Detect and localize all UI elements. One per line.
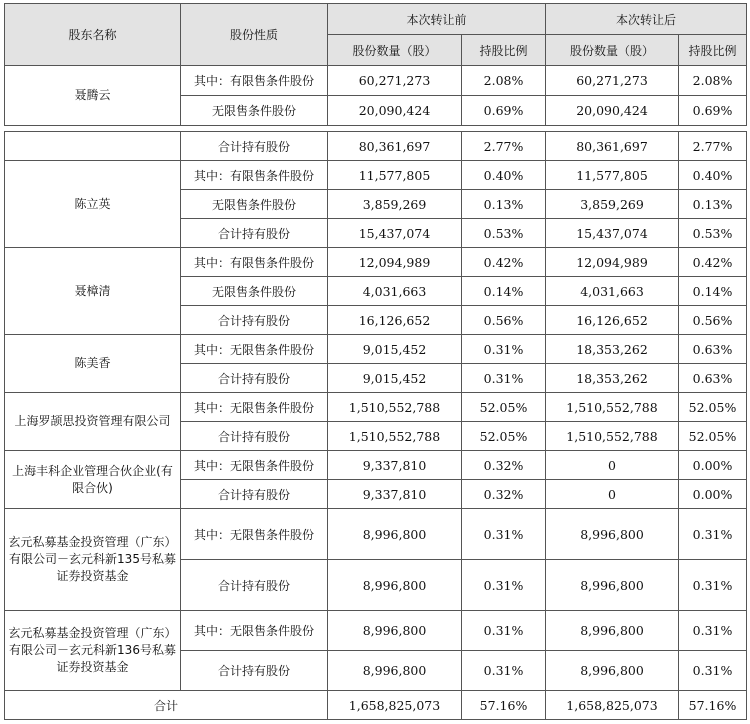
qty-after: 18,353,262 bbox=[546, 335, 679, 364]
shareholding-table-part1 bbox=[4, 3, 747, 126]
shareholder-name: 上海罗颉思投资管理有限公司 bbox=[5, 393, 181, 451]
table-row bbox=[5, 66, 747, 96]
share-nature: 无限售条件股份 bbox=[181, 190, 328, 219]
qty-after: 12,094,989 bbox=[546, 248, 679, 277]
ratio-after: 2.08% bbox=[679, 66, 747, 96]
ratio-after: 0.13% bbox=[679, 190, 747, 219]
ratio-after: 0.00% bbox=[679, 451, 747, 480]
table-row bbox=[5, 509, 747, 560]
ratio-before: 0.31% bbox=[462, 335, 546, 364]
share-nature: 合计持有股份 bbox=[181, 306, 328, 335]
ratio-before: 0.42% bbox=[462, 248, 546, 277]
qty-after: 0 bbox=[546, 451, 679, 480]
qty-before: 11,577,805 bbox=[328, 161, 462, 190]
qty-before: 9,337,810 bbox=[328, 451, 462, 480]
ratio-before: 0.40% bbox=[462, 161, 546, 190]
table-row bbox=[5, 451, 747, 480]
qty-before: 9,337,810 bbox=[328, 480, 462, 509]
qty-after: 8,996,800 bbox=[546, 509, 679, 560]
share-nature: 其中：有限售条件股份 bbox=[181, 248, 328, 277]
table-row bbox=[5, 248, 747, 277]
share-nature: 其中：无限售条件股份 bbox=[181, 451, 328, 480]
header-nature: 股份性质 bbox=[181, 4, 328, 66]
ratio-before: 0.32% bbox=[462, 451, 546, 480]
share-nature: 合计持有股份 bbox=[181, 219, 328, 248]
header-before: 本次转让前 bbox=[328, 4, 546, 35]
table-row bbox=[5, 611, 747, 651]
ratio-after: 0.31% bbox=[679, 651, 747, 691]
share-nature: 合计持有股份 bbox=[181, 560, 328, 611]
qty-after: 20,090,424 bbox=[546, 96, 679, 126]
ratio-before: 0.53% bbox=[462, 219, 546, 248]
share-nature: 其中：无限售条件股份 bbox=[181, 335, 328, 364]
ratio-after: 52.05% bbox=[679, 393, 747, 422]
qty-after: 4,031,663 bbox=[546, 277, 679, 306]
qty-after: 60,271,273 bbox=[546, 66, 679, 96]
ratio-before: 0.14% bbox=[462, 277, 546, 306]
share-nature: 合计持有股份 bbox=[181, 364, 328, 393]
ratio-before: 0.31% bbox=[462, 509, 546, 560]
shareholder-name: 玄元私募基金投资管理（广东）有限公司－玄元科新135号私募证券投资基金 bbox=[5, 509, 181, 611]
qty-before: 8,996,800 bbox=[328, 560, 462, 611]
shareholder-name: 玄元私募基金投资管理（广东）有限公司－玄元科新136号私募证券投资基金 bbox=[5, 611, 181, 691]
total-label: 合计 bbox=[5, 691, 328, 720]
qty-after: 16,126,652 bbox=[546, 306, 679, 335]
qty-after: 8,996,800 bbox=[546, 611, 679, 651]
ratio-after: 0.63% bbox=[679, 364, 747, 393]
ratio-before: 52.05% bbox=[462, 422, 546, 451]
ratio-before: 0.32% bbox=[462, 480, 546, 509]
share-nature: 其中：无限售条件股份 bbox=[181, 393, 328, 422]
qty-before: 9,015,452 bbox=[328, 335, 462, 364]
qty-after: 3,859,269 bbox=[546, 190, 679, 219]
ratio-after: 0.14% bbox=[679, 277, 747, 306]
qty-before: 8,996,800 bbox=[328, 509, 462, 560]
ratio-after: 0.63% bbox=[679, 335, 747, 364]
share-nature: 合计持有股份 bbox=[181, 651, 328, 691]
total-qty-before: 1,658,825,073 bbox=[328, 691, 462, 720]
ratio-after: 0.42% bbox=[679, 248, 747, 277]
shareholder-name: 陈美香 bbox=[5, 335, 181, 393]
share-nature: 其中：无限售条件股份 bbox=[181, 611, 328, 651]
qty-before: 3,859,269 bbox=[328, 190, 462, 219]
ratio-after: 0.56% bbox=[679, 306, 747, 335]
ratio-after: 52.05% bbox=[679, 422, 747, 451]
ratio-after: 0.00% bbox=[679, 480, 747, 509]
ratio-after: 0.40% bbox=[679, 161, 747, 190]
qty-after: 18,353,262 bbox=[546, 364, 679, 393]
ratio-before: 0.56% bbox=[462, 306, 546, 335]
qty-after: 1,510,552,788 bbox=[546, 393, 679, 422]
qty-before: 1,510,552,788 bbox=[328, 422, 462, 451]
share-nature: 合计持有股份 bbox=[181, 132, 328, 161]
header-ratio-after: 持股比例 bbox=[679, 35, 747, 66]
qty-after: 8,996,800 bbox=[546, 651, 679, 691]
ratio-after: 0.69% bbox=[679, 96, 747, 126]
qty-before: 8,996,800 bbox=[328, 611, 462, 651]
ratio-after: 0.31% bbox=[679, 560, 747, 611]
shareholder-name: 聂樟清 bbox=[5, 248, 181, 335]
ratio-before: 0.31% bbox=[462, 364, 546, 393]
total-qty-after: 1,658,825,073 bbox=[546, 691, 679, 720]
ratio-before: 0.13% bbox=[462, 190, 546, 219]
ratio-after: 0.31% bbox=[679, 611, 747, 651]
qty-before: 9,015,452 bbox=[328, 364, 462, 393]
qty-before: 15,437,074 bbox=[328, 219, 462, 248]
total-ratio-after: 57.16% bbox=[679, 691, 747, 720]
header-qty-after: 股份数量（股） bbox=[546, 35, 679, 66]
qty-after: 1,510,552,788 bbox=[546, 422, 679, 451]
ratio-before: 52.05% bbox=[462, 393, 546, 422]
qty-after: 15,437,074 bbox=[546, 219, 679, 248]
table-row bbox=[5, 132, 747, 161]
qty-before: 4,031,663 bbox=[328, 277, 462, 306]
qty-before: 1,510,552,788 bbox=[328, 393, 462, 422]
ratio-before: 0.69% bbox=[462, 96, 546, 126]
ratio-after: 2.77% bbox=[679, 132, 747, 161]
share-nature: 合计持有股份 bbox=[181, 480, 328, 509]
qty-after: 80,361,697 bbox=[546, 132, 679, 161]
share-nature: 其中：有限售条件股份 bbox=[181, 161, 328, 190]
share-nature: 无限售条件股份 bbox=[181, 96, 328, 126]
table-row bbox=[5, 161, 747, 190]
ratio-before: 2.08% bbox=[462, 66, 546, 96]
share-nature: 合计持有股份 bbox=[181, 422, 328, 451]
shareholder-name: 陈立英 bbox=[5, 161, 181, 248]
header-after: 本次转让后 bbox=[546, 4, 747, 35]
qty-before: 60,271,273 bbox=[328, 66, 462, 96]
qty-before: 12,094,989 bbox=[328, 248, 462, 277]
qty-before: 80,361,697 bbox=[328, 132, 462, 161]
qty-after: 0 bbox=[546, 480, 679, 509]
total-row bbox=[5, 691, 747, 720]
qty-after: 8,996,800 bbox=[546, 560, 679, 611]
shareholding-table-part2 bbox=[4, 131, 747, 720]
share-nature: 其中：有限售条件股份 bbox=[181, 66, 328, 96]
qty-before: 16,126,652 bbox=[328, 306, 462, 335]
shareholder-name: 上海丰科企业管理合伙企业(有限合伙) bbox=[5, 451, 181, 509]
ratio-before: 2.77% bbox=[462, 132, 546, 161]
qty-before: 20,090,424 bbox=[328, 96, 462, 126]
ratio-after: 0.53% bbox=[679, 219, 747, 248]
qty-after: 11,577,805 bbox=[546, 161, 679, 190]
table-row bbox=[5, 393, 747, 422]
share-nature: 无限售条件股份 bbox=[181, 277, 328, 306]
ratio-before: 0.31% bbox=[462, 651, 546, 691]
table-row bbox=[5, 335, 747, 364]
header-qty-before: 股份数量（股） bbox=[328, 35, 462, 66]
ratio-before: 0.31% bbox=[462, 611, 546, 651]
share-nature: 其中：无限售条件股份 bbox=[181, 509, 328, 560]
qty-before: 8,996,800 bbox=[328, 651, 462, 691]
total-ratio-before: 57.16% bbox=[462, 691, 546, 720]
shareholder-name-continued bbox=[5, 132, 181, 161]
ratio-after: 0.31% bbox=[679, 509, 747, 560]
shareholder-name: 聂腾云 bbox=[5, 66, 181, 126]
header-ratio-before: 持股比例 bbox=[462, 35, 546, 66]
header-shareholder: 股东名称 bbox=[5, 4, 181, 66]
ratio-before: 0.31% bbox=[462, 560, 546, 611]
